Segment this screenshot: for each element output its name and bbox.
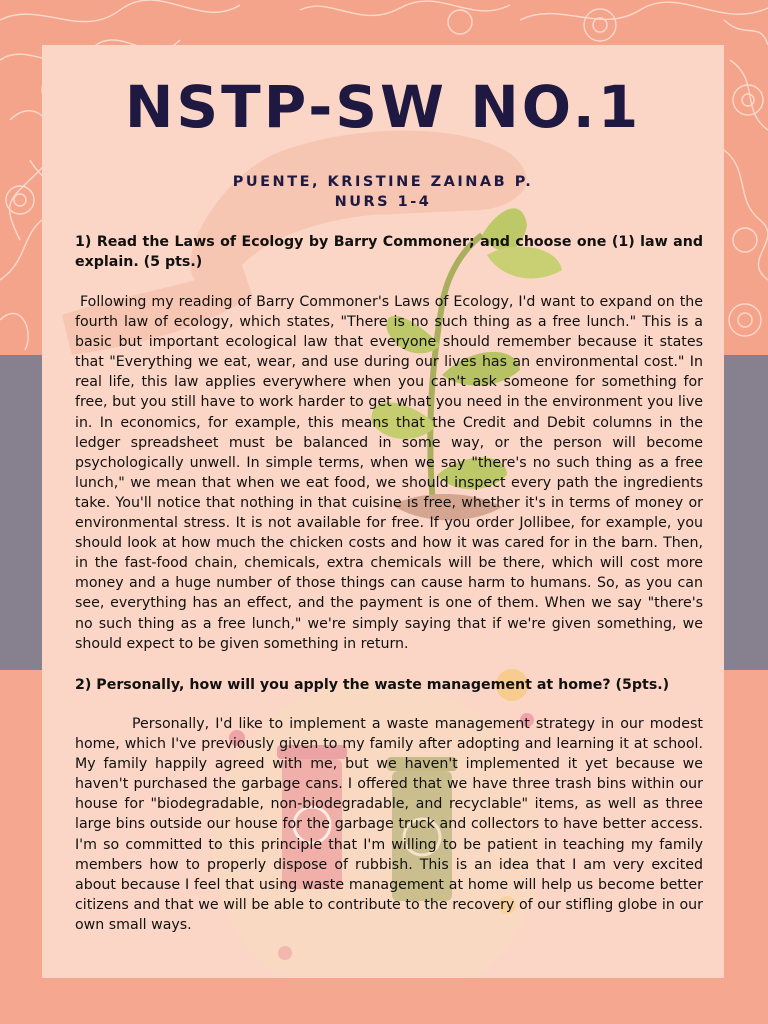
answer-1: Following my reading of Barry Commoner's Laws of Ecology, I'd want to expand on the fourth law of ecology, which states, "There is no such thing as a free lunch." This is a basic but important ecological law that everyone should remember because it states that "Everything we eat, wear, and use during our lives has an environmental cost." In real life, this law applies everywhere when you can't ask someone for something for free, but you still have to work harder to get what you need in the environment you live in. In economics, for example, this means that the Credit and Debit columns in the ledger spreadsheet must be balanced in some way, or the person will become psychologically unwell. In simple terms, when we say "there's no such thing as a free lunch," we mean that when we eat food, we should inspect every path the ingredients take. You'll notice that nothing in that cuisine is free, whether it's in terms of money or environmental stress. It is not available for free. If you order Jollibee, for example, you should look at how much the chicken costs and how it was cared for in the barn. Then, in the fast-food chain, chemicals, extra chemicals will be there, which will cost more money and a huge number of those things can cause harm to humans. So, as you can see, everything has an effect, and the payment is one of them. When we say "there's no such thing as a free lunch," we're simply saying that if we're given something, we should expect to be given something in return. — [75, 294, 708, 652]
answer-2: Personally, I'd like to implement a waste management strategy in our modest home, which I've previously given to my family after adopting and learning it at school. My family happily agreed with me, but we haven't implemented it yet because we haven't purchased the garbage cans. I offered that we have three trash bins within our house for "biodegradable, non-biodegradable, and recyclable" items, as well as three large bins outside our house for the garbage truck and collectors to have better access. I'm so committed to this principle that I'm willing to be patient in teaching my family members how to properly dispose of rubbish. This is an idea that I am very excited about because I feel that using waste management at home will help us become better citizens and that we will be able to contribute to the recovery of our stifling globe in our own small ways. — [75, 716, 703, 933]
page-title: NSTP-SW NO.1 — [124, 73, 642, 141]
author-name: PUENTE, KRISTINE ZAINAB P. — [232, 174, 534, 190]
question-1: 1) Read the Laws of Ecology by Barry Commoner; and choose one (1) law and explain. (5 pts.) — [75, 234, 703, 271]
question-2: 2) Personally, how will you apply the waste management at home? (5pts.) — [75, 677, 670, 693]
document-card — [42, 45, 724, 978]
author-block — [42, 172, 724, 212]
author-section: NURS 1-4 — [334, 194, 432, 210]
